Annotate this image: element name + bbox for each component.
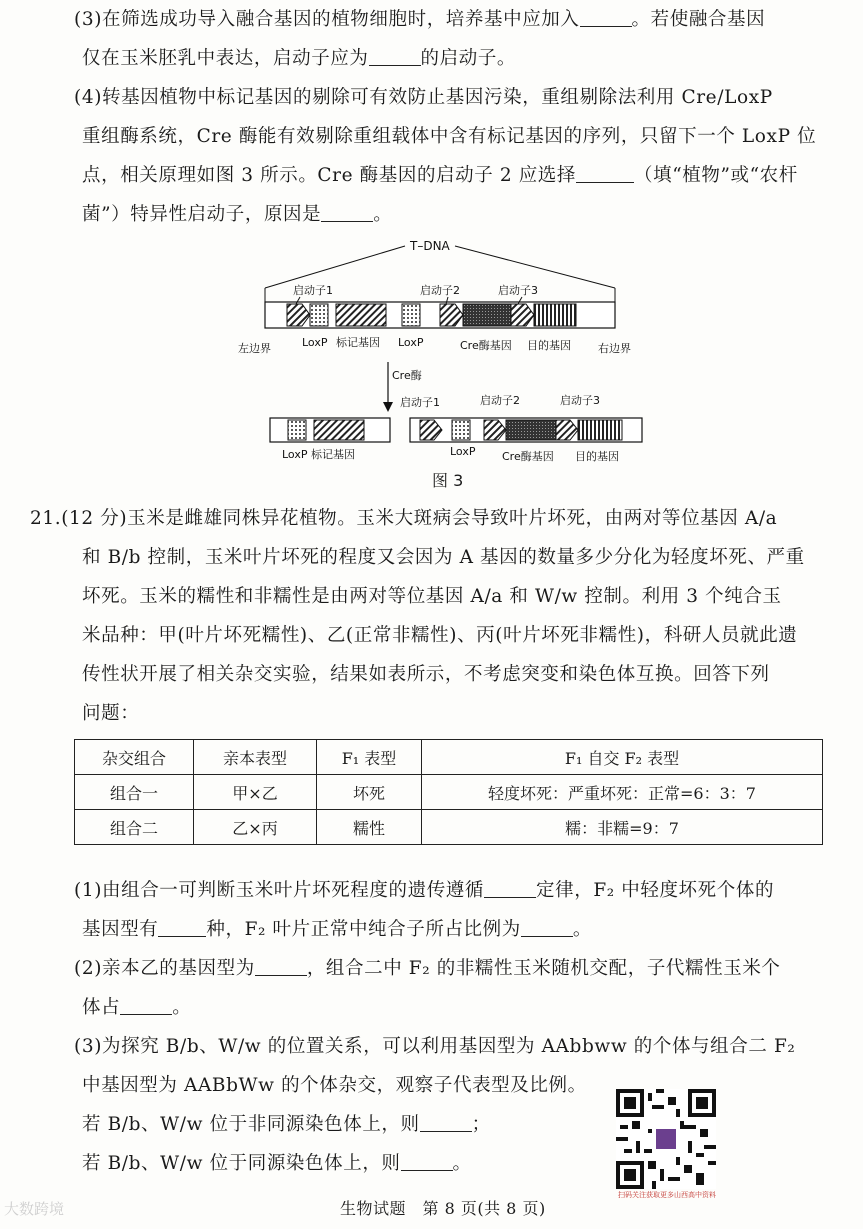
q21-sub3-line3: 若 B/b、W/w 位于非同源染色体上，则 ；	[82, 1114, 491, 1135]
table-cell: 轻度坏死：严重坏死：正常=6：3：7	[422, 775, 823, 810]
table-cell: 坏死	[317, 775, 422, 810]
page-footer: 生物试题 第 8 页(共 8 页)	[340, 1199, 546, 1218]
answer-blank[interactable]	[521, 918, 573, 937]
q21-line3: 坏死。玉米的糯性和非糯性是由两对等位基因 A/a 和 W/w 控制。利用 3 个纯合玉	[82, 586, 782, 607]
marker-gene-block	[314, 420, 364, 440]
q21-sub2-line2: 体占 。	[82, 997, 192, 1018]
table-cell: 组合二	[75, 810, 194, 845]
answer-blank[interactable]	[576, 164, 634, 183]
cre-gene-label: Cre酶基因	[460, 339, 512, 352]
answer-blank[interactable]	[580, 8, 632, 27]
answer-blank[interactable]	[158, 918, 206, 937]
q21-sub2-line1: (2)亲本乙的基因型为 ，组合二中 F₂ 的非糯性玉米随机交配，子代糯性玉米个	[74, 958, 781, 979]
q21-line2: 和 B/b 控制，玉米叶片坏死的程度又会因为 A 基因的数量多少分化为轻度坏死、严重	[82, 547, 805, 568]
cre-gene-label: Cre酶基因	[502, 450, 554, 463]
q20-part4-line1: (4)转基因植物中标记基因的剔除可有效防止基因污染，重组剔除法利用 Cre/LoxP	[74, 87, 773, 108]
promoter3-label: 启动子3	[560, 394, 600, 407]
promoter2-label: 启动子2	[480, 394, 520, 407]
answer-blank[interactable]	[401, 1152, 453, 1171]
table-row	[75, 810, 823, 845]
loxp-block	[452, 420, 470, 440]
loxp-label: LoxP	[302, 336, 328, 349]
tdna-bracket-right	[455, 246, 615, 288]
fragment-label: LoxP 标记基因	[282, 448, 355, 461]
q21-line6: 问题：	[82, 703, 140, 724]
q21-line4: 米品种：甲(叶片坏死糯性)、乙(正常非糯性)、丙(叶片坏死非糯性)，科研人员就此遗	[82, 625, 798, 646]
answer-blank[interactable]	[484, 879, 536, 898]
cre-gene-block	[506, 420, 556, 440]
q20-part3-line2: 仅在玉米胚乳中表达，启动子应为 的启动子。	[82, 48, 517, 69]
q20-part4-line3: 点，相关原理如图 3 所示。Cre 酶基因的启动子 2 应选择 （填“植物”或“农杆	[82, 165, 798, 186]
target-gene-block	[578, 420, 622, 440]
table-cell: 组合一	[75, 775, 194, 810]
loxp-block	[402, 304, 420, 326]
target-gene-label: 目的基因	[575, 450, 619, 463]
q21-sub1-line2: 基因型有 种，F₂ 叶片正常中纯合子所占比例为 。	[82, 919, 592, 940]
table-row	[75, 775, 823, 810]
arrowhead-icon	[383, 402, 393, 412]
q21-sub3-line2: 中基因型为 AABbWw 的个体杂交，观察子代表型及比例。	[82, 1075, 587, 1096]
q20-part4-line4: 菌”）特异性启动子，原因是 。	[82, 204, 393, 225]
answer-blank[interactable]	[420, 1113, 472, 1132]
table-header-row	[75, 740, 823, 775]
cre-gene-block	[463, 304, 511, 326]
q21-sub3-line4: 若 B/b、W/w 位于同源染色体上，则 。	[82, 1153, 472, 1174]
q21-sub3-line1: (3)为探究 B/b、W/w 的位置关系，可以利用基因型为 AAbbww 的个体与组合二 F₂	[74, 1036, 796, 1057]
table-header: 亲本表型	[194, 740, 317, 775]
tdna-bracket-left	[265, 246, 405, 288]
table-cell: 乙×丙	[194, 810, 317, 845]
table-cell: 甲×乙	[194, 775, 317, 810]
q20-part4-line2: 重组酶系统，Cre 酶能有效剔除重组载体中含有标记基因的序列，只留下一个 LoxP 位	[82, 126, 817, 147]
target-gene-label: 目的基因	[527, 339, 571, 352]
loxp-block	[310, 304, 328, 326]
answer-blank[interactable]	[255, 957, 307, 976]
q20-part3-line1: (3)在筛选成功导入融合基因的植物细胞时，培养基中应加入 。若使融合基因	[74, 9, 766, 30]
table-header: F₁ 表型	[317, 740, 422, 775]
figure-3-diagram	[230, 236, 660, 468]
promoter2-label: 启动子2	[420, 284, 460, 297]
qr-code-icon[interactable]	[616, 1089, 716, 1189]
cre-enzyme-label: Cre酶	[392, 369, 422, 382]
promoter1-label: 启动子1	[400, 396, 440, 409]
tdna-label: T–DNA	[410, 239, 450, 253]
table-header: F₁ 自交 F₂ 表型	[422, 740, 823, 775]
answer-blank[interactable]	[321, 203, 373, 222]
promoter3-label: 启动子3	[498, 284, 538, 297]
answer-blank[interactable]	[120, 996, 172, 1015]
qr-caption: 扫码关注获取更多山西高中资料	[618, 1191, 716, 1199]
q21-line5: 传性状开展了相关杂交实验，结果如表所示，不考虑突变和染色体互换。回答下列	[82, 664, 770, 685]
right-border-label: 右边界	[598, 342, 631, 355]
figure-caption: 图 3	[432, 471, 464, 490]
marker-gene-block	[336, 304, 386, 326]
watermark: 大数跨境	[4, 1200, 65, 1218]
left-border-label: 左边界	[238, 342, 271, 355]
results-table	[74, 739, 823, 845]
table-cell: 糯性	[317, 810, 422, 845]
loxp-label: LoxP	[450, 445, 476, 458]
target-gene-block	[534, 304, 576, 326]
loxp-label: LoxP	[398, 336, 424, 349]
loxp-block	[288, 420, 306, 440]
answer-blank[interactable]	[369, 47, 421, 66]
q21-line1: 21.(12 分)玉米是雌雄同株异花植物。玉米大斑病会导致叶片坏死，由两对等位基因 A/a	[30, 508, 778, 529]
promoter1-label: 启动子1	[293, 284, 333, 297]
marker-gene-label: 标记基因	[336, 336, 380, 349]
table-header: 杂交组合	[75, 740, 194, 775]
table-cell: 糯：非糯=9：7	[422, 810, 823, 845]
q21-sub1-line1: (1)由组合一可判断玉米叶片坏死程度的遗传遵循 定律，F₂ 中轻度坏死个体的	[74, 880, 775, 901]
